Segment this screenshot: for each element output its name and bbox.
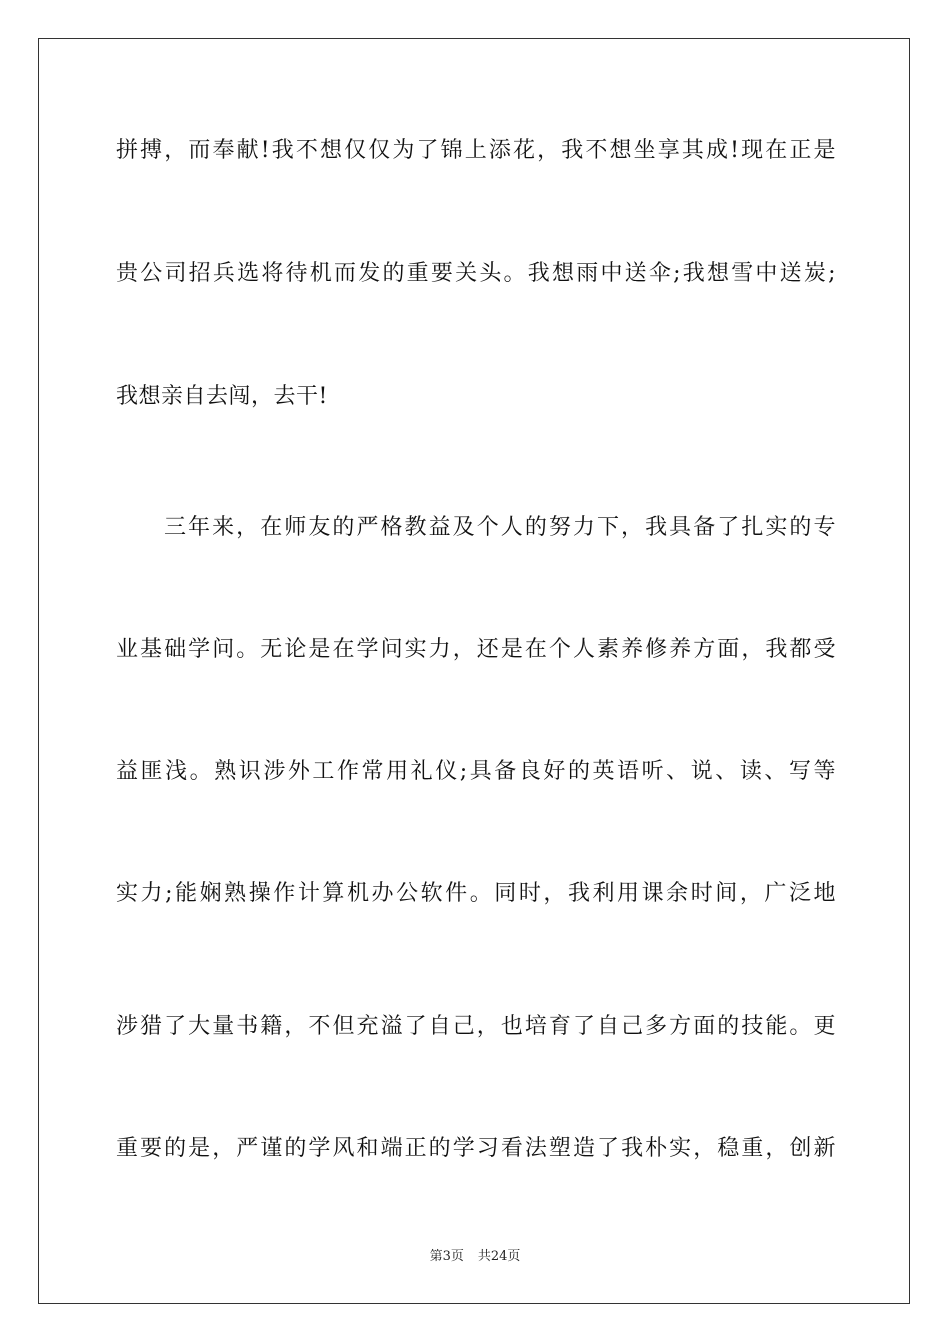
body-text-line: 我想亲自去闯，去干!: [116, 384, 328, 409]
body-text-line: 业基础学问。无论是在学问实力，还是在个人素养修养方面，我都受: [116, 637, 836, 662]
page-number: 第3页: [429, 1249, 464, 1264]
body-text-line: 涉猎了大量书籍，不但充溢了自己，也培育了自己多方面的技能。更: [116, 1014, 836, 1039]
body-text-line: 贵公司招兵选将待机而发的重要关头。我想雨中送伞;我想雪中送炭;: [116, 261, 836, 286]
body-text-line: 重要的是，严谨的学风和端正的学习看法塑造了我朴实，稳重，创新: [116, 1136, 836, 1161]
paragraph-first-line: 三年来，在师友的严格教益及个人的努力下，我具备了扎实的专: [164, 515, 836, 540]
body-text-line: 益匪浅。熟识涉外工作常用礼仪;具备良好的英语听、说、读、写等: [116, 759, 836, 784]
total-pages: 共24页: [477, 1249, 521, 1264]
page-frame: [38, 38, 910, 1304]
page-footer: [0, 1248, 950, 1266]
body-text-line: 拼搏，而奉献!我不想仅仅为了锦上添花，我不想坐享其成!现在正是: [116, 138, 836, 163]
body-text-line: 实力;能娴熟操作计算机办公软件。同时，我利用课余时间，广泛地: [116, 881, 836, 906]
